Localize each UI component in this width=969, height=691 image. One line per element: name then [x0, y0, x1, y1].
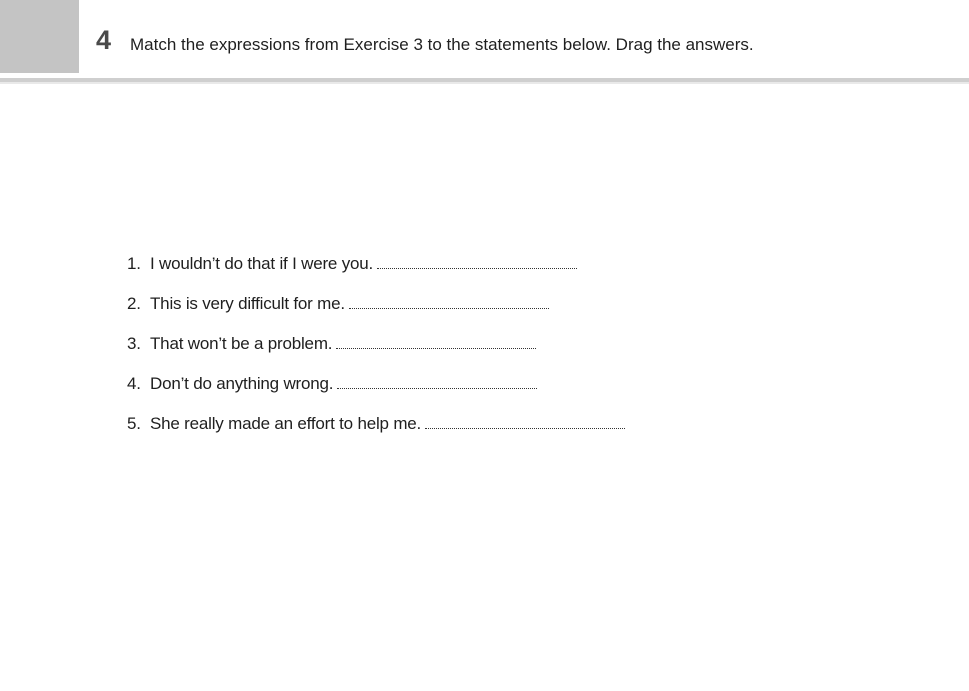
- exercise-instruction: Match the expressions from Exercise 3 to the statements below. Drag the answers.: [130, 35, 754, 54]
- statement-number: 5.: [127, 414, 141, 433]
- exercise-header: [0, 0, 969, 78]
- statement-text: Don’t do anything wrong.: [150, 374, 334, 393]
- statement-number: 1.: [127, 254, 141, 273]
- header-tab: [0, 0, 79, 73]
- statement-number: 4.: [127, 374, 141, 393]
- header-divider-shadow: [0, 82, 969, 84]
- statement-number: 3.: [127, 334, 141, 353]
- answer-drop-slot-4[interactable]: [337, 374, 537, 389]
- answer-drop-slot-1[interactable]: [377, 254, 577, 269]
- statement-list: [127, 250, 625, 450]
- answer-drop-slot-5[interactable]: [425, 414, 625, 429]
- statement-item-3: [127, 330, 625, 370]
- statement-text: She really made an effort to help me.: [150, 414, 422, 433]
- answer-drop-slot-2[interactable]: [349, 294, 549, 309]
- statement-item-2: [127, 290, 625, 330]
- statement-number: 2.: [127, 294, 141, 313]
- statement-text: This is very difficult for me.: [150, 294, 345, 313]
- statement-text: That won’t be a problem.: [150, 334, 333, 353]
- exercise-number: 4: [96, 25, 112, 55]
- answer-drop-slot-3[interactable]: [336, 334, 536, 349]
- statement-item-1: [127, 250, 625, 290]
- statement-item-5: [127, 410, 625, 450]
- statement-text: I wouldn’t do that if I were you.: [150, 254, 374, 273]
- statement-item-4: [127, 370, 625, 410]
